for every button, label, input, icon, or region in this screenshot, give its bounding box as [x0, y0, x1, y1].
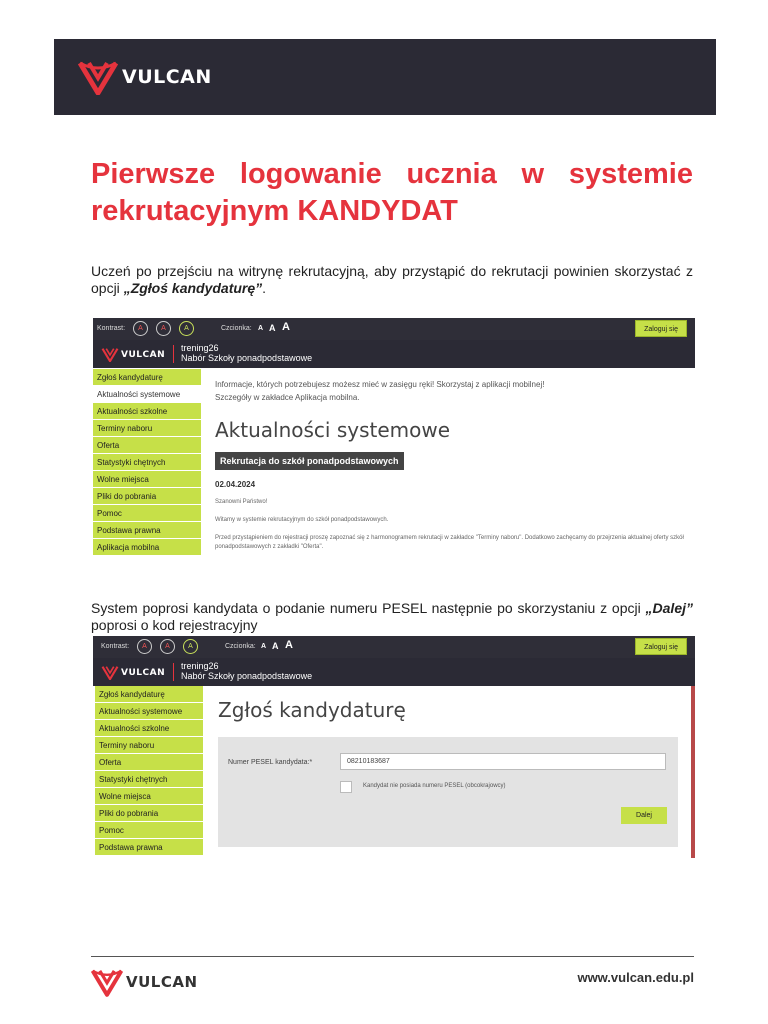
sidebar-item[interactable]: Zgłoś kandydaturę — [95, 686, 203, 703]
sidebar-item[interactable]: Statystyki chętnych — [95, 771, 203, 788]
vulcan-logo[interactable] — [101, 665, 165, 680]
news-content — [215, 378, 685, 552]
paragraph-text: Uczeń po przejściu na witrynę rekrutacyjną, aby przystąpić do rekrutacji powinien skorzystać z opcji — [91, 263, 693, 296]
brand-bar — [93, 340, 695, 368]
font-large-icon[interactable]: A — [285, 639, 293, 651]
application-form — [218, 698, 688, 847]
paragraph-text: System poprosi kandydata o podanie numeru PESEL następnie po skorzystaniu z opcji — [91, 600, 646, 616]
sidebar-item[interactable]: Terminy naboru — [95, 737, 203, 754]
environment-name — [181, 661, 312, 681]
contrast-yellow-icon[interactable]: A — [179, 321, 194, 336]
font-label: Czcionka: — [225, 643, 256, 650]
second-paragraph — [91, 600, 693, 634]
vulcan-logo[interactable] — [78, 59, 212, 95]
sidebar-item[interactable]: Wolne miejsca — [95, 788, 203, 805]
font-large-icon[interactable]: A — [282, 321, 290, 333]
sidebar-item[interactable]: Aktualności szkolne — [95, 720, 203, 737]
page-title: Pierwsze logowanie ucznia w systemie rekrutacyjnym KANDYDAT — [91, 158, 693, 227]
news-greeting: Szanowni Państwo! — [215, 499, 268, 505]
sidebar-item[interactable]: Pliki do pobrania — [93, 488, 201, 505]
news-title[interactable]: Rekrutacja do szkół ponadpodstawowych — [215, 452, 404, 470]
env-line-2: Nabór Szkoły ponadpodstawowe — [181, 353, 313, 363]
font-medium-icon[interactable]: A — [272, 641, 279, 651]
accessibility-bar — [93, 318, 695, 340]
sidebar-item[interactable]: Pliki do pobrania — [95, 805, 203, 822]
contrast-dark-icon[interactable]: A — [160, 639, 175, 654]
pesel-label: Numer PESEL kandydata:* — [228, 759, 313, 766]
footer-divider — [91, 956, 694, 957]
no-pesel-label: Kandydat nie posiada numeru PESEL (obcokrajowcy) — [363, 783, 506, 789]
brand-divider — [173, 345, 174, 363]
vulcan-logo[interactable] — [101, 347, 165, 362]
paragraph-bold: „Zgłoś kandydaturę” — [123, 280, 263, 296]
section-heading: Aktualności systemowe — [215, 418, 451, 442]
contrast-default-icon[interactable]: A — [133, 321, 148, 336]
no-pesel-checkbox[interactable] — [340, 781, 352, 793]
sidebar-item[interactable]: Podstawa prawna — [95, 839, 203, 856]
env-line-2: Nabór Szkoły ponadpodstawowe — [181, 671, 313, 681]
contrast-label: Kontrast: — [97, 325, 126, 332]
sidebar-item[interactable]: Pomoc — [95, 822, 203, 839]
sidebar-item-active[interactable]: Aktualności systemowe — [93, 386, 201, 403]
paragraph-end: poprosi o kod rejestracyjny — [91, 617, 258, 633]
news-body: Przed przystąpieniem do rejestracji proszę zapoznać się z harmonogramem rekrutacji w zakładce "Terminy naboru". Dodatkowo zachęcamy do przejrzenia aktualnej oferty szkół ponadpodstawowych z zakładki "Oferta". — [215, 535, 684, 550]
sidebar-item[interactable]: Terminy naboru — [93, 420, 201, 437]
sidebar-item[interactable]: Statystyki chętnych — [93, 454, 201, 471]
sidebar-nav — [93, 369, 201, 556]
next-button[interactable]: Dalej — [621, 807, 667, 824]
logo-text: VULCAN — [121, 349, 166, 360]
screenshot-application — [93, 636, 695, 858]
info-line-1: Informacje, których potrzebujesz możesz mieć w zasięgu ręki! Skorzystaj z aplikacji mobilnej! — [215, 380, 545, 389]
paragraph-end: . — [262, 280, 267, 296]
footer-url[interactable]: www.vulcan.edu.pl — [577, 970, 694, 985]
brand-divider — [173, 663, 174, 681]
environment-name — [181, 343, 312, 363]
form-heading: Zgłoś kandydaturę — [218, 698, 406, 722]
sidebar-item[interactable]: Oferta — [93, 437, 201, 454]
pesel-form — [218, 737, 678, 847]
sidebar-item[interactable]: Aktualności systemowe — [95, 703, 203, 720]
sidebar-item[interactable]: Aktualności szkolne — [93, 403, 201, 420]
sidebar-nav — [95, 686, 203, 856]
sidebar-item[interactable]: Zgłoś kandydaturę — [93, 369, 201, 386]
background-strip — [691, 686, 695, 858]
contrast-label: Kontrast: — [101, 643, 130, 650]
news-date: 02.04.2024 — [215, 480, 256, 489]
vulcan-shield-icon — [101, 665, 119, 680]
accessibility-bar — [93, 636, 695, 658]
vulcan-shield-icon — [78, 59, 118, 95]
env-line-1: trening26 — [181, 661, 219, 671]
login-button[interactable]: Zaloguj się — [635, 638, 687, 655]
pesel-input[interactable]: 08210183687 — [340, 753, 666, 770]
brand-bar — [93, 658, 695, 686]
sidebar-item[interactable]: Wolne miejsca — [93, 471, 201, 488]
font-label: Czcionka: — [221, 325, 252, 332]
news-welcome: Witamy w systemie rekrutacyjnym do szkół ponadpodstawowych. — [215, 517, 389, 523]
vulcan-shield-icon — [101, 347, 119, 362]
sidebar-item[interactable]: Aplikacja mobilna — [93, 539, 201, 556]
login-button[interactable]: Zaloguj się — [635, 320, 687, 337]
footer-vulcan-logo[interactable] — [91, 967, 198, 997]
logo-text: VULCAN — [121, 667, 166, 678]
logo-text: VULCAN — [126, 973, 198, 991]
font-small-icon[interactable]: A — [258, 325, 264, 332]
sidebar-item[interactable]: Podstawa prawna — [93, 522, 201, 539]
font-small-icon[interactable]: A — [261, 643, 267, 650]
screenshot-news — [93, 318, 695, 569]
intro-paragraph — [91, 263, 693, 297]
contrast-default-icon[interactable]: A — [137, 639, 152, 654]
logo-text: VULCAN — [122, 66, 212, 88]
contrast-dark-icon[interactable]: A — [156, 321, 171, 336]
env-line-1: trening26 — [181, 343, 219, 353]
sidebar-item[interactable]: Oferta — [95, 754, 203, 771]
contrast-yellow-icon[interactable]: A — [183, 639, 198, 654]
font-medium-icon[interactable]: A — [269, 323, 276, 333]
info-line-2: Szczegóły w zakładce Aplikacja mobilna. — [215, 393, 360, 402]
sidebar-item[interactable]: Pomoc — [93, 505, 201, 522]
header-bar — [54, 39, 716, 115]
vulcan-shield-icon — [91, 967, 123, 997]
paragraph-bold: „Dalej” — [645, 600, 693, 616]
